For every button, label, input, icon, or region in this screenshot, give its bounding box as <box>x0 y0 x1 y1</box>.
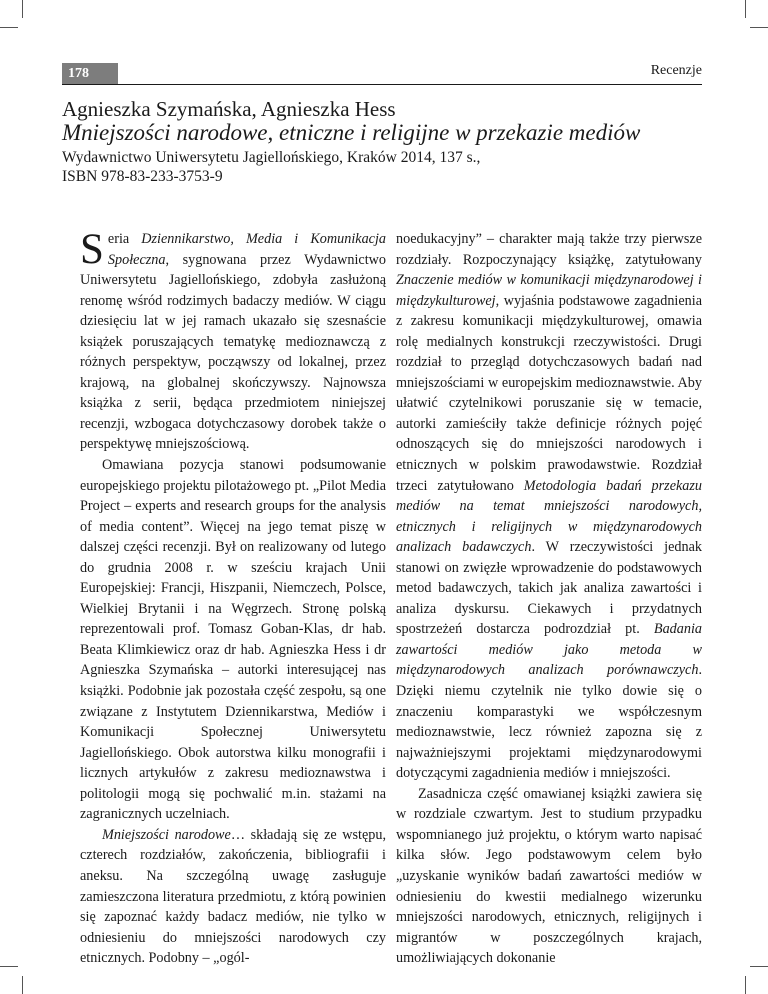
crop-mark <box>0 27 18 28</box>
crop-mark <box>745 0 746 18</box>
paragraph: Seria Dziennikarstwo, Media i Komunikacja Społeczna, sygnowana przez Wydawnictwo Uniwersytetu Jagiellońskiego, zdobyła zasłużoną renomę wśród rodzimych badaczy mediów. W ciągu dziesięciu lat w jej ramach ukazało się szesnaście książek poruszających tematykę medioznawczą z różnych perspektyw, począwszy od lokalnej, przez krajową, na globalnej skończywszy. Najnowsza książka z serii, będąca przedmiotem niniejszej recenzji, wzbogaca dotychczasowy dorobek także o perspektywę mniejszościową. <box>80 226 386 453</box>
crop-mark <box>22 976 23 994</box>
paragraph: Omawiana pozycja stanowi podsumowanie europejskiego projektu pilotażowego pt. „Pilot Media Project – experts and research groups for the analysis of media content”. Więcej na jego temat piszę w dalszej części recenzji. Był on realizowany od lutego do grudnia 2008 r. w sześciu krajach Unii Europejskiej: Francji, Hiszpanii, Niemczech, Polsce, Wielkiej Brytanii i na Węgrzech. Stronę polską reprezentowali prof. Tomasz Goban-Klas, dr hab. Beata Klimkiewicz oraz dr hab. Agnieszka Hess i dr Agnieszka Szymańska – autorki interesującej nas książki. Podobnie jak pozostała część zespołu, są one związane z Instytutem Dziennikarstwa, Mediów i Komunikacji Społecznej Uniwersytetu Jagiellońskiego. Obok autorstwa kilku monografii i licznych artykułów z zakresu medioznawstwa i politologii mogą się pochwalić m.in. stażami na zagranicznych uczelniach. <box>80 457 386 823</box>
crop-mark <box>750 966 768 967</box>
crop-mark <box>0 966 18 967</box>
publication-info <box>62 148 480 186</box>
publisher-line: Wydawnictwo Uniwersytetu Jagiellońskiego, Kraków 2014, 137 s., <box>62 149 481 166</box>
crop-mark <box>750 27 768 28</box>
section-title: Recenzje <box>650 63 702 78</box>
crop-mark <box>745 976 746 994</box>
right-column <box>396 229 702 969</box>
header-divider <box>62 84 702 85</box>
crop-mark <box>22 0 23 18</box>
paragraph: Mniejszości narodowe… składają się ze wstępu, czterech rozdziałów, zakończenia, bibliografii i aneksu. Na szczególną uwagę zasługuje zamieszczona literatura przedmiotu, z którą powinien się zapoznać każdy badacz mediów, nie tylko w odniesieniu do mniejszości narodowych czy etnicznych. Podobny – „ogól- <box>80 826 387 967</box>
isbn-line: ISBN 978-83-233-3753-9 <box>62 168 223 185</box>
book-authors: Agnieszka Szymańska, Agnieszka Hess <box>62 97 396 121</box>
paragraph: Zasadnicza część omawianej książki zawiera się w rozdziale czwartym. Jest to studium przypadku wspomnianego już projektu, o którym warto napisać kilka słów. Jego podstawowym celem było „uzyskanie wyników badań zawartości mediów w odniesieniu do kwestii medialnego wizerunku mniejszości narodowych, etnicznych, religijnych i migrantów w poszczególnych krajach, umożliwiających dokonanie <box>396 785 702 967</box>
drop-cap: S <box>80 226 104 273</box>
book-title: Mniejszości narodowe, etniczne i religijne w przekazie mediów <box>62 120 641 145</box>
page-number: 178 <box>62 63 118 85</box>
left-column <box>80 226 387 969</box>
paragraph: noedukacyjny” – charakter mają także trzy pierwsze rozdziały. Rozpoczynający książkę, zatytułowany Znaczenie mediów w komunikacji międzynarodowej i międzykulturowej, wyjaśnia podstawowe zagadnienia z zakresu komunikacji międzykulturowej, omawia rolę medialnych konstrukcji rzeczywistości. Drugi rozdział to przegląd dotychczasowych badań nad mniejszościami w europejskim medioznawstwie. Aby ułatwić czytelnikowi poruszanie się w temacie, autorki zamieściły także definicje różnych pojęć odnoszących się do mniejszości narodowych i etnicznych w polskim prawodawstwie. Rozdział trzeci zatytułowano Metodologia badań przekazu mediów na temat mniejszości narodowych, etnicznych i religijnych w międzynarodowych analizach badawczych. W rzeczywistości jednak stanowi on zwięzłe wprowadzenie do podstawowych metod badawczych, takich jak analiza zawartości i analiza dyskursu. Ciekawych i przydatnych spostrzeżeń dostarcza podrozdział pt. Badania zawartości mediów jako metoda w międzynarodowych analizach porównawczych. Dzięki niemu czytelnik nie tylko dowie się o znaczeniu komparastyki we współczesnym medioznawstwie, lecz również zapozna się z najważniejszymi projektami międzynarodowymi dotyczącymi zagadnienia mediów i mniejszości. <box>396 231 702 782</box>
